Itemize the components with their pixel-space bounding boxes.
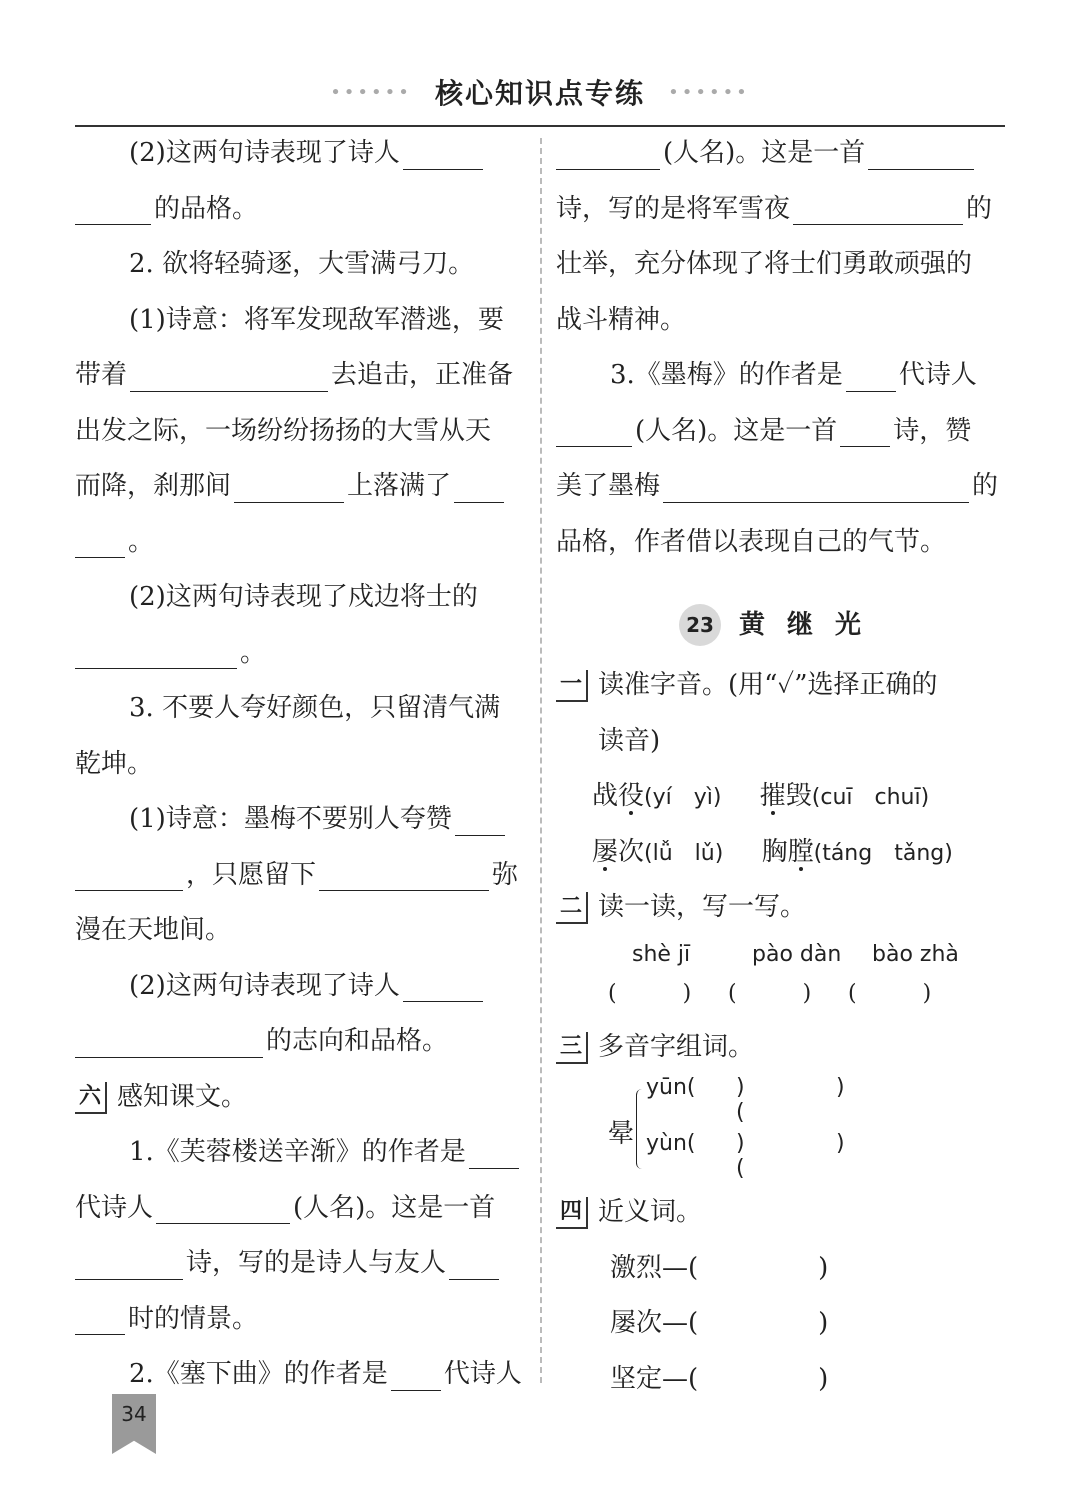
pinyin-choice-row — [556, 769, 1006, 825]
text: 上落满了 — [347, 471, 452, 501]
text-line — [75, 182, 525, 238]
text-line — [556, 459, 1006, 515]
text: 代诗人 — [898, 360, 977, 390]
text-line — [75, 626, 525, 682]
section-6-heading — [75, 1070, 525, 1126]
char-dotted: 役 — [618, 781, 645, 811]
text: 3. 不要人夸好颜色，只留清气满 — [129, 693, 501, 723]
text-line — [75, 1014, 525, 1070]
text-line — [75, 126, 525, 182]
text: 乾坤。 — [75, 748, 154, 779]
text: 3.《墨梅》的作者是 — [610, 360, 843, 390]
pinyin-options[interactable]: (cuī chuī) — [811, 785, 930, 810]
char: 胸 — [761, 836, 788, 867]
brace — [636, 1089, 647, 1169]
answer-blank[interactable] — [130, 361, 328, 392]
lesson-heading — [556, 590, 1006, 658]
text: 的 — [966, 193, 993, 224]
text-line — [556, 404, 1006, 460]
answer-blank[interactable] — [403, 971, 483, 1002]
polyphone-row[interactable] — [646, 1131, 845, 1181]
text-line — [75, 1181, 525, 1237]
text: 2.《塞下曲》的作者是 — [129, 1359, 388, 1389]
answer-blank[interactable] — [75, 527, 125, 558]
paren: )( — [736, 1075, 745, 1125]
text: 诗，赞 — [893, 415, 972, 446]
text-line — [75, 1125, 525, 1181]
text-line — [75, 737, 525, 793]
section-2-heading — [556, 880, 1006, 936]
text: (1)诗意：将军发现敌军潜逃，要 — [129, 304, 504, 335]
answer-blank[interactable] — [868, 139, 974, 170]
answer-paren[interactable]: ( ) — [848, 980, 932, 1006]
text: 漫在天地间。 — [75, 915, 232, 945]
answer-blank[interactable] — [75, 1027, 263, 1058]
text-line — [556, 126, 1006, 182]
char: 次 — [618, 836, 645, 867]
pinyin-options[interactable]: (táng tǎng) — [813, 840, 953, 866]
reading: yùn( — [646, 1131, 696, 1156]
header-dots-right: •••••• — [668, 81, 750, 103]
text: 的志向和品格。 — [266, 1026, 449, 1056]
text: 出发之际，一场纷纷扬扬的大雪从天 — [75, 415, 492, 446]
answer-blank[interactable] — [234, 472, 344, 503]
answer-paren[interactable]: ( ) — [728, 980, 812, 1006]
polyphone-row[interactable] — [646, 1075, 845, 1125]
text: (2)这两句诗表现了诗人 — [129, 970, 400, 1001]
answer-blank[interactable] — [75, 194, 151, 225]
text: (2)这两句诗表现了戍边将士的 — [129, 582, 478, 612]
text: 战斗精神。 — [556, 304, 687, 335]
section-title: 感知课文。 — [117, 1081, 248, 1112]
page-title: 核心知识点专练 — [434, 77, 645, 110]
text: (人名)。这是一首 — [635, 415, 838, 446]
text-line — [75, 570, 525, 626]
text: 壮举，充分体现了将士们勇敢顽强的 — [556, 249, 973, 279]
answer-blank[interactable] — [469, 1138, 519, 1169]
section-3-heading — [556, 1020, 1006, 1076]
text: 。 — [240, 637, 267, 668]
word-item — [760, 781, 929, 811]
question-3 — [75, 681, 525, 737]
text-line — [75, 515, 525, 571]
text-line — [75, 848, 525, 904]
text-line — [75, 459, 525, 515]
text: 诗，写的是将军雪夜 — [556, 193, 791, 224]
polyphone-char: 晕 — [608, 1119, 635, 1149]
answer-paren-row — [556, 974, 1006, 1014]
section-number: 三 — [556, 1032, 588, 1064]
text-line — [75, 959, 525, 1015]
left-column — [75, 126, 525, 1403]
text: 品格，作者借以表现自己的气节。 — [556, 526, 947, 557]
polyphone-group — [608, 1075, 1006, 1185]
synonym-row[interactable] — [556, 1352, 1006, 1408]
pinyin-options[interactable]: (lǚ lǔ) — [644, 840, 724, 866]
page-header — [0, 72, 1080, 112]
answer-blank[interactable] — [556, 139, 660, 170]
text: 美了墨梅 — [556, 471, 661, 501]
answer-blank[interactable] — [156, 1193, 290, 1224]
text-line — [75, 1292, 525, 1348]
text: (2)这两句诗表现了诗人 — [129, 138, 400, 168]
text-line — [75, 404, 525, 460]
answer-blank[interactable] — [75, 860, 183, 891]
text-line — [556, 714, 1006, 770]
word-item — [762, 837, 953, 867]
answer-blank[interactable] — [75, 1249, 183, 1280]
text: (人名)。这是一首 — [293, 1192, 496, 1223]
pinyin-choice-row — [556, 825, 1006, 881]
synonym-prompt: 激烈—( — [610, 1252, 699, 1283]
text-line — [556, 515, 1006, 571]
char-dotted: 摧 — [759, 781, 786, 811]
char-dotted: 膛 — [787, 836, 814, 867]
section-number: 二 — [556, 892, 588, 924]
text: 带着 — [75, 360, 128, 390]
text-line — [75, 792, 525, 848]
answer-blank[interactable] — [556, 416, 632, 447]
reading: yūn( — [646, 1075, 696, 1100]
text: 诗，写的是诗人与友人 — [186, 1248, 447, 1278]
char: 毁 — [785, 781, 812, 811]
synonym-prompt: 坚定—( — [610, 1363, 699, 1394]
paren: ) — [818, 1252, 829, 1283]
text: 读音) — [598, 725, 661, 756]
right-column — [556, 126, 1006, 1407]
lesson-number: 23 — [679, 604, 721, 646]
text: (1)诗意：墨梅不要别人夸赞 — [129, 804, 452, 834]
answer-blank[interactable] — [454, 472, 504, 503]
text: 弥 — [492, 859, 519, 890]
section-4-heading — [556, 1185, 1006, 1241]
text: 的 — [972, 471, 999, 501]
synonym-row[interactable] — [556, 1241, 1006, 1297]
text-line — [75, 293, 525, 349]
pinyin: pào dàn — [752, 941, 842, 967]
text-line — [75, 348, 525, 404]
text: 1.《芙蓉楼送辛渐》的作者是 — [129, 1137, 466, 1167]
text-line — [556, 182, 1006, 238]
word-item — [592, 837, 723, 867]
section-number: 六 — [75, 1082, 107, 1114]
section-title: 读一读，写一写。 — [598, 892, 807, 922]
paren: ) — [836, 1131, 845, 1156]
page-number: 34 — [121, 1402, 147, 1426]
section-number: 四 — [556, 1197, 588, 1229]
pinyin: shè jī — [632, 941, 691, 967]
answer-blank[interactable] — [793, 194, 963, 225]
answer-blank[interactable] — [75, 1304, 125, 1335]
answer-blank[interactable] — [840, 416, 890, 447]
text: 而降，刹那间 — [75, 471, 232, 501]
answer-blank[interactable] — [663, 472, 969, 503]
text-line — [75, 903, 525, 959]
section-number: 一 — [556, 670, 588, 702]
paren: ) — [818, 1308, 829, 1338]
text: 代诗人 — [75, 1192, 154, 1223]
char: 战 — [592, 781, 619, 811]
column-divider — [540, 138, 542, 1383]
answer-blank[interactable] — [846, 361, 896, 392]
answer-blank[interactable] — [75, 638, 237, 669]
section-1-heading — [556, 658, 1006, 714]
text: 代诗人 — [443, 1359, 522, 1389]
answer-blank[interactable] — [455, 805, 505, 836]
pinyin: bào zhà — [872, 941, 959, 967]
paren: )( — [736, 1131, 745, 1181]
text: 去追击，正准备 — [331, 360, 514, 390]
text: 时的情景。 — [128, 1303, 259, 1334]
synonym-row[interactable] — [556, 1296, 1006, 1352]
text-line — [556, 237, 1006, 293]
synonym-prompt: 屡次—( — [610, 1308, 699, 1338]
text: (人名)。这是一首 — [663, 138, 866, 168]
answer-blank[interactable] — [319, 860, 489, 891]
answer-paren[interactable]: ( ) — [608, 980, 692, 1006]
text: 。 — [128, 526, 155, 557]
text: 2. 欲将轻骑逐，大雪满弓刀。 — [129, 249, 475, 279]
question-2 — [75, 237, 525, 293]
answer-blank[interactable] — [391, 1360, 441, 1391]
char-dotted: 屡 — [592, 836, 619, 867]
text: 的品格。 — [154, 193, 259, 224]
header-dots-left: •••••• — [330, 81, 412, 103]
section-title: 近义词。 — [598, 1197, 703, 1227]
paren: ) — [836, 1075, 845, 1100]
text: ，只愿留下 — [186, 859, 317, 890]
paren: ) — [818, 1363, 829, 1394]
text-line — [556, 348, 1006, 404]
pinyin-row — [556, 936, 1006, 974]
section-title: 多音字组词。 — [598, 1031, 755, 1062]
text-line — [556, 293, 1006, 349]
lesson-title: 黄继光 — [738, 610, 883, 640]
answer-blank[interactable] — [403, 139, 483, 170]
pinyin-options[interactable]: (yí yì) — [644, 785, 722, 810]
section-title: 读准字音。(用“✓”选择正确的 — [598, 670, 938, 700]
word-item — [592, 781, 721, 811]
answer-blank[interactable] — [449, 1249, 499, 1280]
text-line — [75, 1236, 525, 1292]
